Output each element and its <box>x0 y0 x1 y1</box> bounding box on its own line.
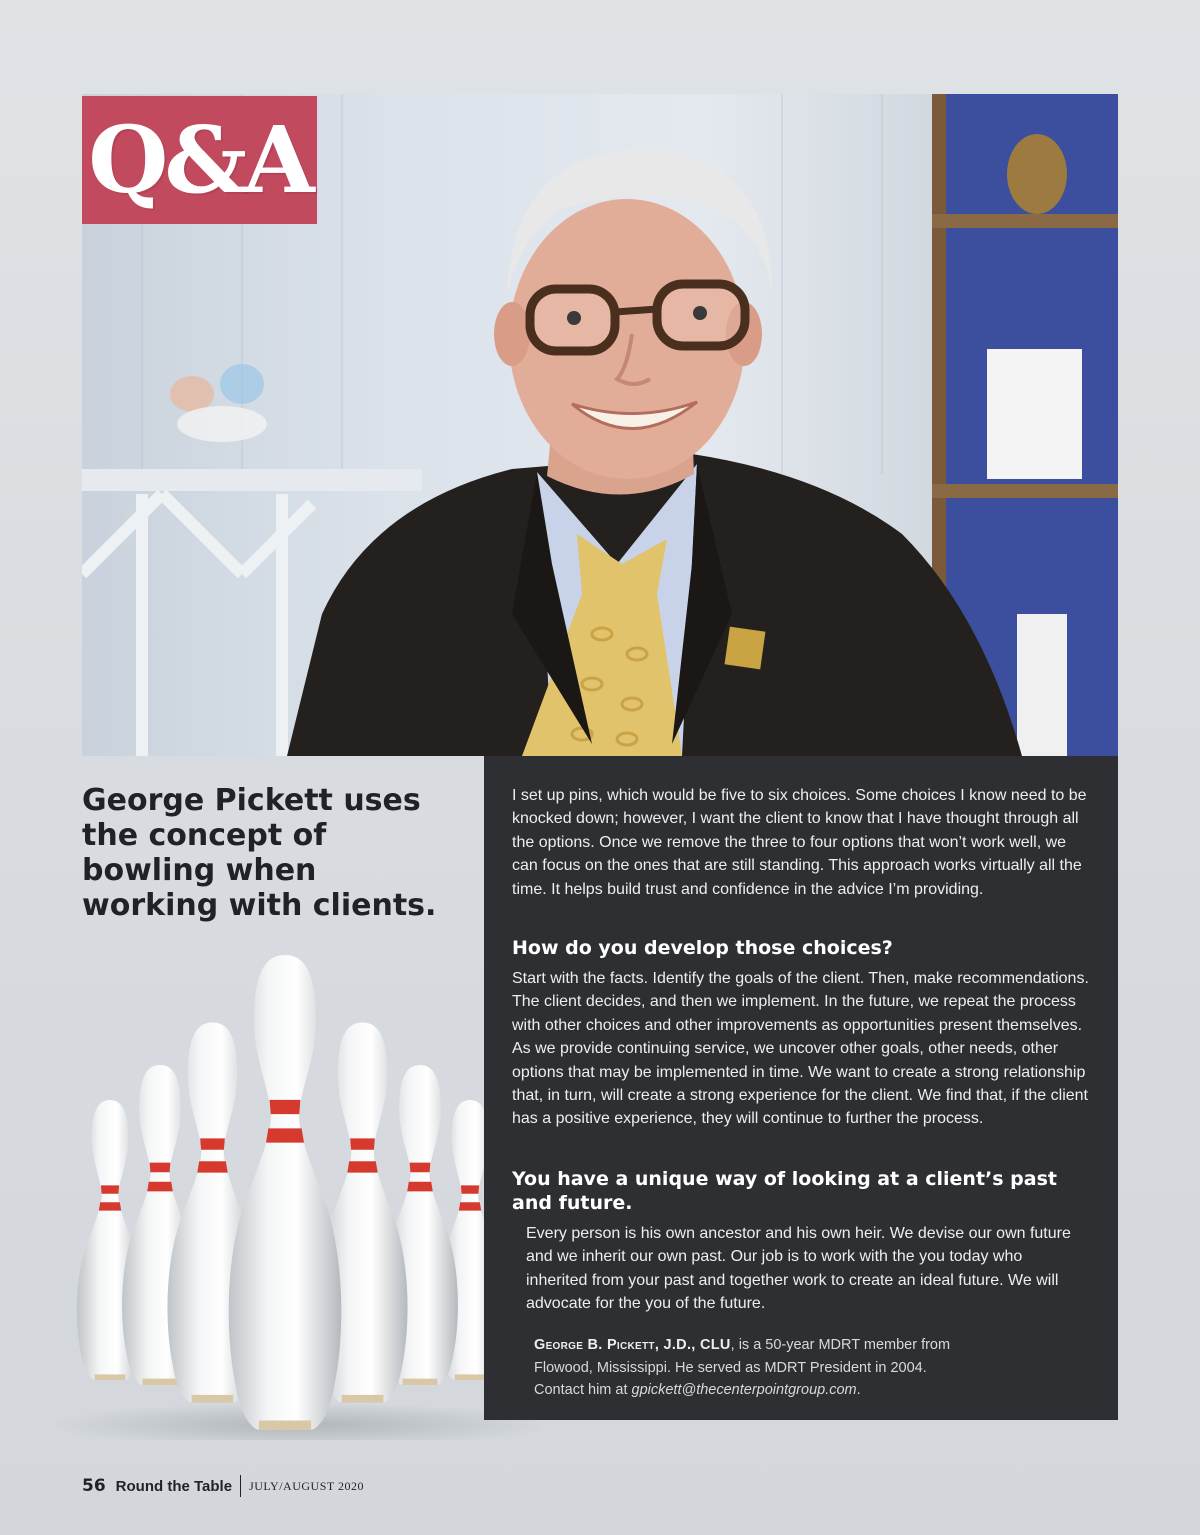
author-email: gpickett@thecenterpointgroup.com <box>631 1382 857 1398</box>
magazine-name: Round the Table <box>115 1477 233 1495</box>
author-bio <box>534 1334 974 1402</box>
qa-badge-text: Q&A <box>88 106 311 214</box>
author-bio-text: , is a 50-year MDRT member from Flowood, Mississippi. He served as MDRT President in 2004. Contact him at <box>534 1337 951 1398</box>
author-bio-end: . <box>856 1382 861 1398</box>
question-2: You have a unique way of looking at a client’s past and future. <box>512 1168 1057 1214</box>
answer-2: Every person is his own ancestor and his own heir. We devise our own future and we inherit our own past. Our job is to work with the you today who inherited from your past and together work to create an ideal future. We will advocate for the you of the future. <box>526 1225 1071 1313</box>
page-footer <box>82 1474 364 1498</box>
footer-divider <box>240 1475 241 1497</box>
qa-badge <box>82 96 317 224</box>
article-intro: I set up pins, which would be five to six choices. Some choices I know need to be knocked down; however, I want the client to know that I have thought through all the options. Once we remove the three to four options that won’t work well, we can focus on the ones that are still standing. This approach works virtually all the time. It helps build trust and confidence in the advice I’m providing. <box>512 787 1087 898</box>
article-panel <box>484 756 1118 1420</box>
author-name: George B. Pickett, J.D., CLU <box>534 1337 731 1353</box>
answer-1: Start with the facts. Identify the goals of the client. Then, make recommendations. The client decides, and then we implement. In the future, we repeat the process with other choices and other improvements as opportunities present themselves. As we provide continuing service, we uncover other goals, other needs, other options that may be implemented in time. We want to create a strong relationship that, in turn, will create a strong experience for the client. We find that, if the client has a positive experience, they will continue to further the process. <box>512 970 1089 1128</box>
page-number: 56 <box>82 1476 106 1496</box>
bowling-pins-illustration <box>40 950 540 1440</box>
bowling-pin-front <box>229 955 342 1430</box>
question-1: How do you develop those choices? <box>512 937 893 959</box>
issue-date: JULY/AUGUST 2020 <box>249 1478 364 1493</box>
headline: George Pickett uses the concept of bowling when working with clients. <box>82 783 437 923</box>
